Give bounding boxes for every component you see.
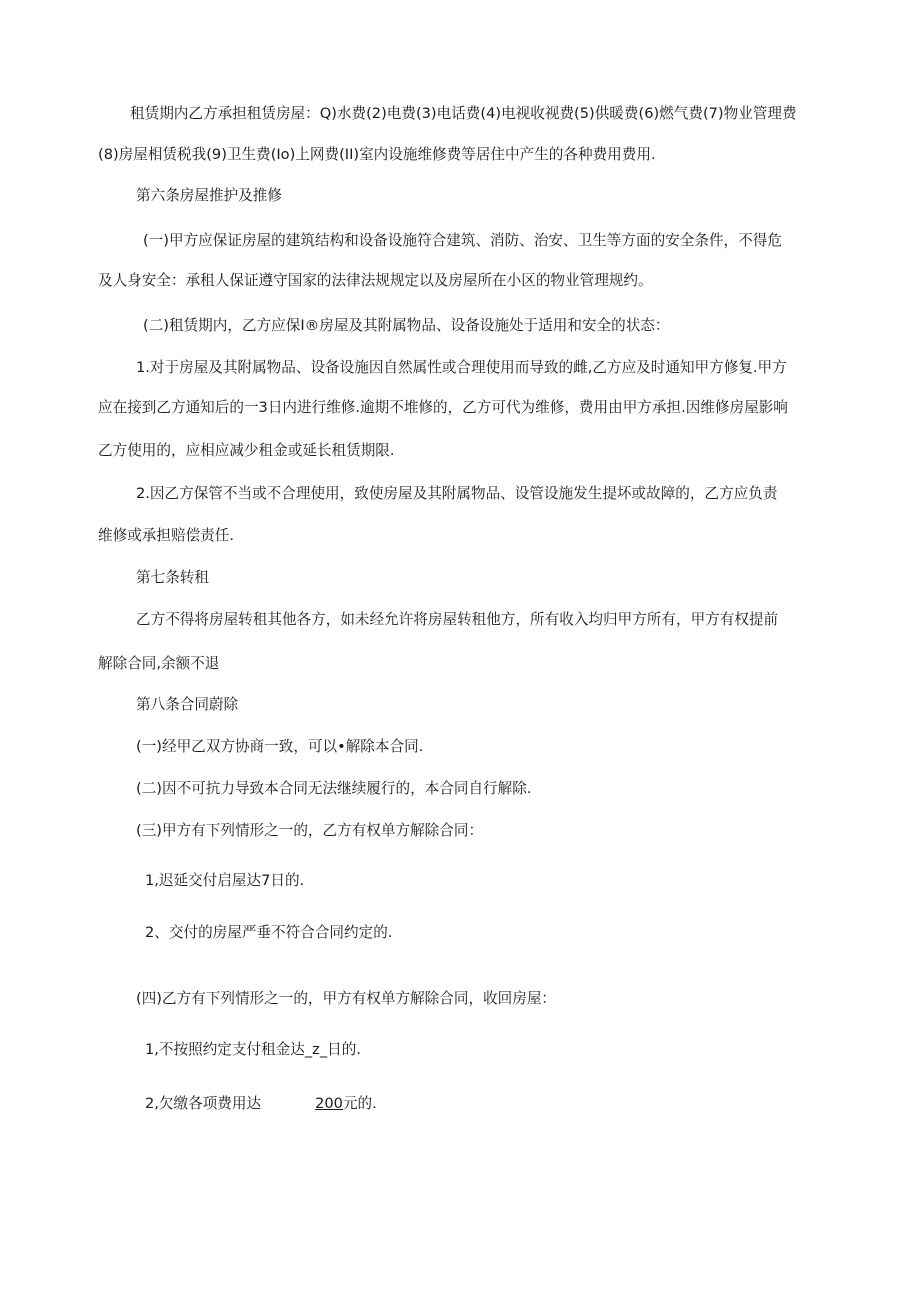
paragraph-8-1: (一)经甲乙双方协商一致，可以•解除本合同. — [136, 738, 424, 755]
paragraph-6-2-2-line2: 维修或承担赔偿责任. — [98, 527, 234, 544]
paragraph-8-4-1: 1,不按照约定支付租金达_z_日的. — [145, 1041, 361, 1058]
paragraph-6-2: (二)租赁期内，乙方应保I®房屋及其附属物品、设备设施处于适用和安全的状态： — [143, 317, 670, 334]
paragraph-8-4-2 — [145, 1094, 377, 1114]
paragraph-6-2-1-line2: 应在接到乙方通知后的一3日内进行维修.逾期不堆修的，乙方可代为维修，费用由甲方承担.因维修房屋影响 — [98, 399, 788, 416]
paragraph-8-4-2-prefix: 2,欠缴各项费用达 — [145, 1095, 262, 1112]
paragraph-8-3-2: 2、交付的房屋严垂不符合合同约定的. — [145, 924, 393, 941]
paragraph-fees-line2: (8)房屋相赁税我(9)卫生费(Io)上网费(II)室内设施维修费等居住中产生的各种费用费用. — [98, 146, 656, 163]
paragraph-8-2: (二)因不可抗力导致本合同无法继续履行的，本合同自行解除. — [136, 780, 532, 797]
heading-article-7: 第七条转租 — [136, 569, 209, 586]
paragraph-6-1-line2: 及人身安全：承租人保证遵守国家的法律法规规定以及房屋所在小区的物业管理规约。 — [98, 272, 653, 289]
paragraph-7-line1: 乙方不得将房屋转租其他各方，如未经允许将房屋转租他方，所有收入均归甲方所有，甲方有权提前 — [136, 611, 779, 628]
paragraph-7-line2: 解除合同,余额不退 — [98, 655, 220, 672]
paragraph-8-4-2-suffix: 元的. — [342, 1095, 377, 1112]
heading-article-8: 第八条合同蔚除 — [136, 696, 239, 713]
paragraph-8-3-1: 1,迟延交付启屋达7日的. — [145, 872, 305, 889]
fee-amount-filled-blank: 200 — [315, 1095, 343, 1112]
paragraph-6-1-line1: (一)甲方应保证房屋的建筑结构和设备设施符合建筑、消防、治安、卫生等方面的安全条件，不得危 — [143, 232, 782, 249]
paragraph-6-2-1-line1: 1.对于房屋及其附属物品、设备设施因自然属性或合理使用而导致的雌,乙方应及时通知甲方修复.甲方 — [136, 359, 787, 376]
paragraph-8-3: (三)甲方有下列情形之一的，乙方有权单方解除合同： — [136, 822, 484, 839]
paragraph-6-2-2-line1: 2.因乙方保管不当或不合理使用，致使房屋及其附属物品、设管设施发生提坏或故障的，乙方应负责 — [136, 485, 778, 502]
paragraph-6-2-1-line3: 乙方使用的，应相应减少租金或延长租赁期限. — [98, 442, 395, 459]
paragraph-fees-line1: 租赁期内乙方承担租赁房屋：Q)水费(2)电费(3)电话费(4)电视收视费(5)供暖费(6)燃气费(7)物业管理费 — [130, 105, 797, 122]
heading-article-6: 第六条房屋推护及推修 — [136, 187, 282, 204]
paragraph-8-4: (四)乙方有下列情形之一的，甲方有权单方解除合同，收回房屋： — [136, 990, 557, 1007]
